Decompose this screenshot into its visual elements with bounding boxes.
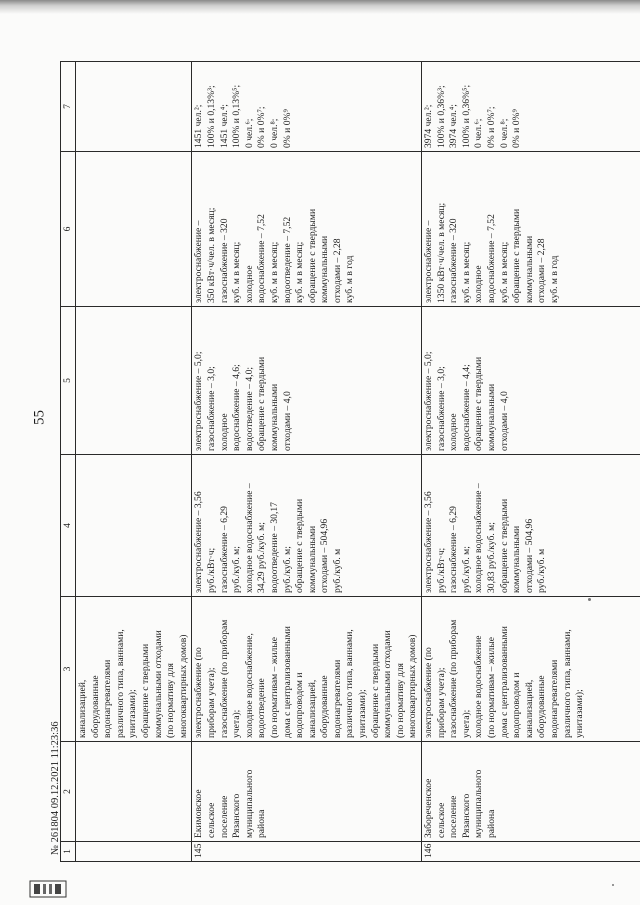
table-row [76, 62, 192, 862]
cell-text-line: куб. м в год [344, 255, 356, 303]
cell-text-line: куб. м в год [548, 255, 560, 303]
cell-text-line: коммунальными [523, 235, 535, 303]
cell-text-line: коммунальными [268, 383, 280, 451]
growth-index-cell [422, 307, 640, 455]
cell-text-line: обращение с твердыми [369, 643, 381, 738]
cell-text-line: руб./куб. м; [460, 546, 472, 593]
cell-text-line: куб. м в месяц; [498, 241, 510, 303]
cell-text-line: куб. м в месяц; [231, 241, 243, 303]
cell-text-line: сельское [205, 802, 217, 838]
cell-text-line: Забореченское [423, 778, 435, 838]
page-number: 55 [31, 410, 48, 425]
cell-text-line: холодное водоснабжение – [243, 483, 255, 593]
cell-text-line: газоснабжение – 3,0; [205, 366, 217, 451]
services-cell [76, 597, 192, 742]
cell-text-line: электроснабжение (по [423, 647, 435, 738]
cell-text-line: холодное [473, 265, 485, 303]
cell-text-line: водоотведение – 30,17 [268, 502, 280, 593]
cell-text-line: холодное [218, 413, 230, 451]
cell-text-line: газоснабжение (по приборам [218, 619, 230, 738]
cell-text-line: многоквартирных домов) [407, 634, 419, 738]
header-cell-3: 3 [61, 597, 76, 742]
cell-text-line: электроснабжение – 3,56 [423, 491, 435, 593]
cell-text-line: Рязанского [460, 793, 472, 838]
cell-text-line: приборам учета); [435, 667, 447, 738]
cell-text-line: 30,83 руб./куб. м; [486, 522, 497, 593]
growth-index-cell [76, 307, 192, 455]
growth-index-cell [192, 307, 422, 455]
cell-text-line: обращение с твердыми [511, 208, 523, 303]
cell-text-line: 100% и 0,13%³; [205, 85, 217, 148]
cell-text-line: 0 чел.⁶; [473, 118, 485, 148]
cell-text-line: (по нормативу для [394, 663, 406, 738]
cell-text-line: 0 чел.⁶; [243, 118, 255, 148]
cell-text-line: унитазами); [357, 689, 369, 738]
cell-text-line: обращение с твердыми [306, 208, 318, 303]
cell-text-line: куб. м в месяц; [294, 241, 306, 303]
scan-speck [612, 884, 614, 886]
cell-text-line: приборам учета); [205, 667, 217, 738]
row-number: 145 [192, 842, 422, 862]
cell-text-line: учета); [460, 709, 472, 738]
cell-text-line: куб. м в месяц; [268, 241, 280, 303]
tariffs-cell [422, 455, 640, 597]
services-cell [192, 597, 422, 742]
cell-text-line: газоснабжение – 320 [218, 218, 230, 303]
settlement-cell [76, 742, 192, 842]
cell-text-line: газоснабжение (по приборам [448, 619, 460, 738]
row-number [76, 842, 192, 862]
cell-text-line: 100% и 0,36%⁵; [460, 84, 472, 148]
consumption-cell [76, 152, 192, 307]
cell-text-line: отходами – 504,96 [319, 518, 331, 593]
cell-text-line: газоснабжение – 320 [448, 218, 460, 303]
cell-text-line: электроснабжение – 3,56 [193, 491, 205, 593]
cell-text-line: отходами – 4,0 [281, 391, 293, 451]
cell-text-line: дома с централизованными [498, 626, 510, 738]
cell-text-line: обращение с твердыми [473, 356, 485, 451]
cell-text-line: унитазами); [127, 689, 139, 738]
document-footer [28, 505, 68, 905]
cell-text-line: 3974 чел.²; [423, 104, 435, 148]
cell-text-line: сельское [435, 802, 447, 838]
cell-text-line: 34,29 руб./куб. м; [256, 522, 268, 593]
cell-text-line: электроснабжение – 5,0; [423, 351, 435, 451]
cell-text-line: различного типа, ваннами, [561, 629, 573, 738]
cell-text-line: 3974 чел.⁴; [448, 104, 460, 148]
cell-text-line: 100% и 0,13%⁵; [231, 84, 243, 148]
cell-text-line: газоснабжение – 3,0; [435, 366, 447, 451]
cell-text-line: (по нормативу для [165, 663, 177, 738]
cell-text-line: различного типа, ваннами, [114, 629, 126, 738]
cell-text-line: газоснабжение – 6,29 [448, 506, 460, 593]
cell-text-line: 0% и 0%⁷; [256, 106, 268, 148]
settlement-cell [422, 742, 640, 842]
population-share-cell [422, 62, 640, 152]
registry-stamp-icon [28, 879, 68, 899]
cell-text-line: Рязанского [231, 793, 243, 838]
cell-text-line: холодное [448, 413, 460, 451]
cell-text-line: 0% и 0%⁷; [486, 106, 497, 148]
cell-text-line: 100% и 0,36%³; [435, 85, 447, 148]
header-cell-1: 1 [61, 842, 76, 862]
cell-text-line: коммунальными отходами [152, 630, 164, 738]
cell-text-line: обращение с твердыми [256, 356, 268, 451]
cell-text-line: руб./куб. м [536, 548, 548, 593]
cell-text-line: водонагревателями [331, 659, 343, 738]
cell-text-line: канализацией, [523, 679, 535, 738]
cell-text-line: оборудованные [319, 675, 331, 738]
cell-text-line: канализацией, [306, 679, 318, 738]
cell-text-line: 0 чел.⁸; [268, 118, 280, 148]
rotated-page-content [60, 62, 600, 862]
header-cell-5: 5 [61, 307, 76, 455]
cell-text-line: поселение [448, 795, 460, 838]
tariffs-cell [76, 455, 192, 597]
cell-text-line: отходами – 2,28 [331, 238, 343, 303]
cell-text-line: коммунальными [319, 235, 331, 303]
cell-text-line: водопроводом и [511, 672, 523, 738]
header-cell-6: 6 [61, 152, 76, 307]
cell-text-line: различного типа, ваннами, [344, 629, 356, 738]
cell-text-line: коммунальными [306, 525, 318, 593]
cell-text-line: водопроводом и [294, 672, 306, 738]
cell-text-line: отходами – 4,0 [498, 391, 510, 451]
cell-text-line: руб./кВт·ч; [205, 547, 217, 593]
cell-text-line: 0 чел.⁸; [498, 118, 510, 148]
cell-text-line: водоотведение – 7,52 [281, 216, 293, 303]
cell-text-line: руб./куб. м [331, 548, 343, 593]
cell-text-line: электроснабжение – [423, 220, 435, 303]
consumption-cell [422, 152, 640, 307]
header-cell-2: 2 [61, 742, 76, 842]
document-registration-number: № 261804 09.12.2021 11:23:36 [50, 721, 61, 855]
header-cell-7: 7 [61, 62, 76, 152]
cell-text-line: водоотведение [256, 678, 268, 738]
cell-text-line: водоснабжение – 4,4; [460, 364, 472, 451]
settlement-cell [192, 742, 422, 842]
cell-text-line: водоснабжение – 4,6; [231, 364, 243, 451]
cell-text-line: 1451 чел.⁴; [218, 104, 230, 148]
cell-text-line: обращение с твердыми [498, 498, 510, 593]
cell-text-line: коммунальными отходами [382, 630, 394, 738]
cell-text-line: водоснабжение – 7,52 [486, 214, 497, 303]
cell-text-line: холодное водоснабжение [473, 635, 485, 738]
cell-text-line: холодное водоснабжение, [243, 633, 255, 738]
cell-text-line: водоснабжение – 7,52 [256, 214, 268, 303]
cell-text-line: муниципального [243, 769, 255, 838]
cell-text-line: учета); [231, 709, 243, 738]
consumption-cell [192, 152, 422, 307]
cell-text-line: района [256, 809, 268, 838]
cell-text-line: 0% и 0%⁹ [511, 109, 523, 148]
cell-text-line: обращение с твердыми [139, 643, 151, 738]
table-row [192, 62, 422, 862]
cell-text-line: (по нормативам – жилые [486, 636, 497, 738]
cell-text-line: многоквартирных домов) [177, 634, 189, 738]
cell-text-line: электроснабжение – [193, 220, 205, 303]
cell-text-line: холодное водоснабжение – [473, 483, 485, 593]
cell-text-line: водоотведение – 4,0; [243, 366, 255, 451]
cell-text-line: обращение с твердыми [294, 498, 306, 593]
services-cell [422, 597, 640, 742]
table-row [422, 62, 640, 862]
tariff-table [60, 61, 640, 862]
cell-text-line: водонагревателями [102, 659, 114, 738]
cell-text-line: (по нормативам – жилые [268, 636, 280, 738]
cell-text-line: оборудованные [89, 675, 101, 738]
cell-text-line: поселение [218, 795, 230, 838]
cell-text-line: куб. м в месяц; [460, 241, 472, 303]
cell-text-line: электроснабжение – 5,0; [193, 351, 205, 451]
cell-text-line: коммунальными [511, 525, 523, 593]
cell-text-line: унитазами); [574, 689, 586, 738]
cell-text-line: дома с централизованными [281, 626, 293, 738]
cell-text-line: 350 кВт·ч/чел. в месяц; [205, 207, 217, 303]
cell-text-line: руб./куб. м; [231, 546, 243, 593]
tariffs-cell [192, 455, 422, 597]
population-share-cell [192, 62, 422, 152]
cell-text-line: водонагревателями [548, 659, 560, 738]
cell-text-line: оборудованные [536, 675, 548, 738]
row-number: 146 [422, 842, 640, 862]
header-cell-4: 4 [61, 455, 76, 597]
cell-text-line: электроснабжение (по [193, 647, 205, 738]
cell-text-line: района [486, 809, 497, 838]
cell-text-line: Екимовское [193, 789, 205, 838]
cell-text-line: 1451 чел.²; [193, 104, 205, 148]
cell-text-line: руб./куб. м; [281, 546, 293, 593]
cell-text-line: канализацией, [77, 679, 88, 738]
scan-top-edge [0, 0, 640, 14]
cell-text-line: холодное [243, 265, 255, 303]
cell-text-line: газоснабжение – 6,29 [218, 506, 230, 593]
cell-text-line: 1350 кВт·ч/чел. в месяц; [435, 202, 447, 303]
cell-text-line: отходами – 2,28 [536, 238, 548, 303]
cell-text-line: коммунальными [486, 383, 497, 451]
cell-text-line: муниципального [473, 769, 485, 838]
cell-text-line: отходами – 504,96 [523, 518, 535, 593]
population-share-cell [76, 62, 192, 152]
cell-text-line: руб./кВт·ч; [435, 547, 447, 593]
cell-text-line: 0% и 0%⁹ [281, 109, 293, 148]
